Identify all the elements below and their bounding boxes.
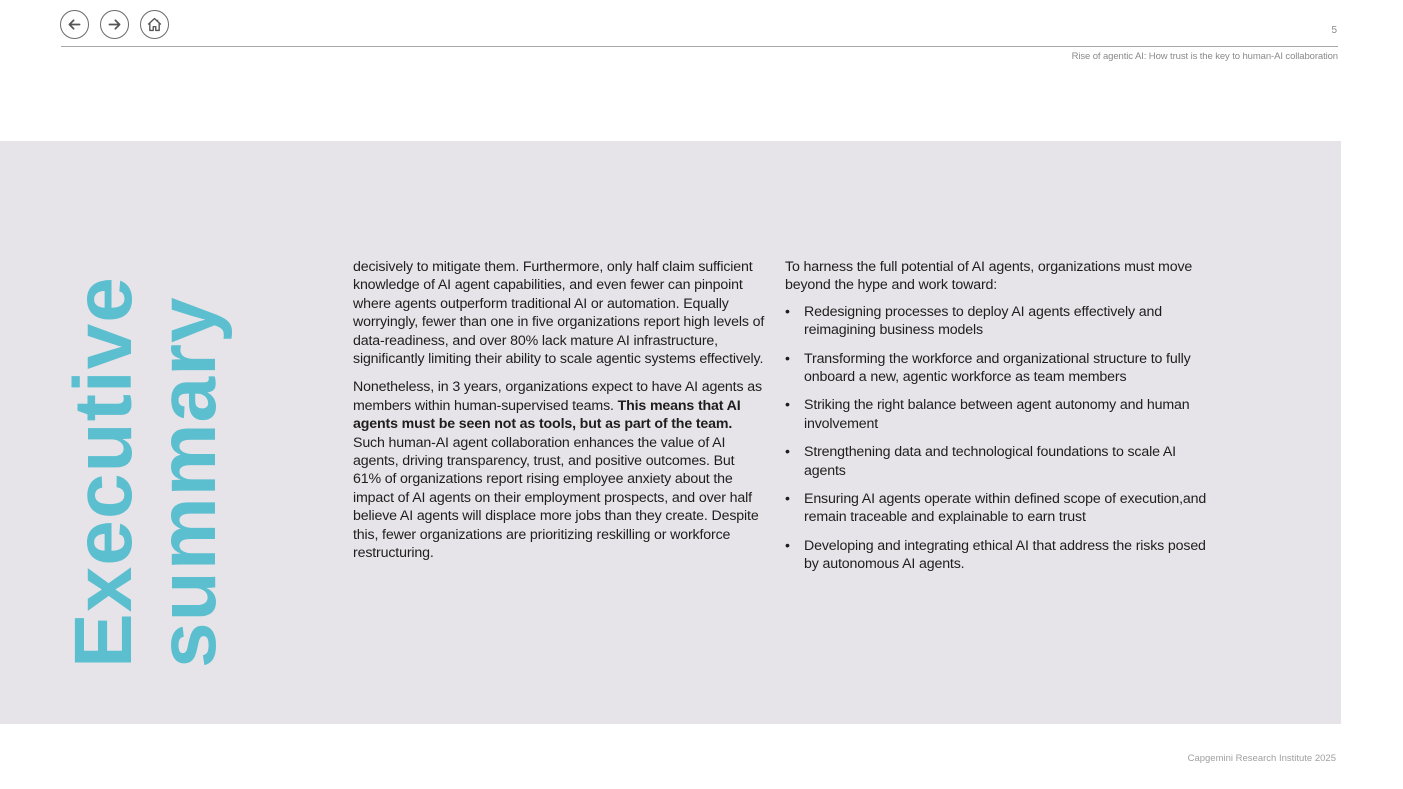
left-text-column: [353, 258, 765, 573]
section-title-line1: Executive: [58, 276, 149, 668]
list-item-text: Developing and integrating ethical AI that address the risks posed by autonomous AI agents.: [804, 537, 1206, 573]
list-item: [785, 490, 1221, 527]
list-item: [785, 350, 1221, 387]
list-item: [785, 443, 1221, 480]
home-button[interactable]: [140, 10, 169, 39]
list-item-text: Ensuring AI agents operate within defined scope of execution,and remain traceable and explainable to earn trust: [804, 491, 1207, 526]
header-divider: [61, 46, 1338, 47]
footer-credit: Capgemini Research Institute 2025: [1187, 753, 1336, 764]
paragraph-text: Such human-AI agent collaboration enhances the value of AI agents, driving transparency, trust, and positive outcomes. But 61% of organizations report rising employee anxiety about the impact of AI agents on their employment prospects, and over half believe AI agents will displace more jobs than they create. Despite this, fewer organizations are prioritizing reskilling or workforce restructuring.: [353, 434, 759, 562]
page-number: 5: [1331, 25, 1337, 36]
arrow-left-icon: [66, 16, 83, 33]
paragraph-emphasis: This means that AI agents must be seen not as tools, but as part of the team.: [353, 397, 741, 433]
list-item: [785, 303, 1221, 340]
bullet-icon: •: [785, 397, 790, 414]
list-item-text: Striking the right balance between agent autonomy and human involvement: [804, 397, 1190, 432]
bullet-icon: •: [785, 444, 790, 461]
paragraph: [353, 378, 765, 562]
navigation-bar: [60, 10, 169, 39]
document-title: Rise of agentic AI: How trust is the key to human-AI collaboration: [1071, 51, 1338, 62]
bullet-icon: •: [785, 491, 790, 508]
section-title: [58, 276, 233, 668]
section-title-line2: summary: [142, 296, 233, 668]
bullet-icon: •: [785, 350, 790, 367]
paragraph: decisively to mitigate them. Furthermore, only half claim sufficient knowledge of AI agent capabilities, and even fewer can pinpoint where agents outperform traditional AI or automation. Equally worryingly, fewer than one in five organizations report high levels of data-readiness, and over 80% lack mature AI infrastructure, significantly limiting their ability to scale agentic systems effectively.: [353, 259, 765, 368]
list-item-text: Transforming the workforce and organizational structure to fully onboard a new, agentic workforce as team members: [804, 350, 1191, 386]
home-icon: [146, 16, 163, 33]
back-button[interactable]: [60, 10, 89, 39]
list-item-text: Strengthening data and technological foundations to scale AI agents: [804, 444, 1176, 479]
list-item-text: Redesigning processes to deploy AI agents effectively and reimagining business models: [804, 303, 1162, 339]
forward-button[interactable]: [100, 10, 129, 39]
action-list: [785, 303, 1221, 574]
arrow-right-icon: [106, 16, 123, 33]
list-item: [785, 396, 1221, 433]
intro-paragraph: To harness the full potential of AI agents, organizations must move beyond the hype and work toward:: [785, 259, 1193, 294]
right-text-column: [785, 258, 1221, 584]
list-item: [785, 537, 1221, 574]
bullet-icon: •: [785, 537, 790, 554]
bullet-icon: •: [785, 303, 790, 320]
paragraph-text: Nonetheless, in 3 years, organizations expect to have AI agents as members within human-supervised teams.: [353, 379, 762, 414]
